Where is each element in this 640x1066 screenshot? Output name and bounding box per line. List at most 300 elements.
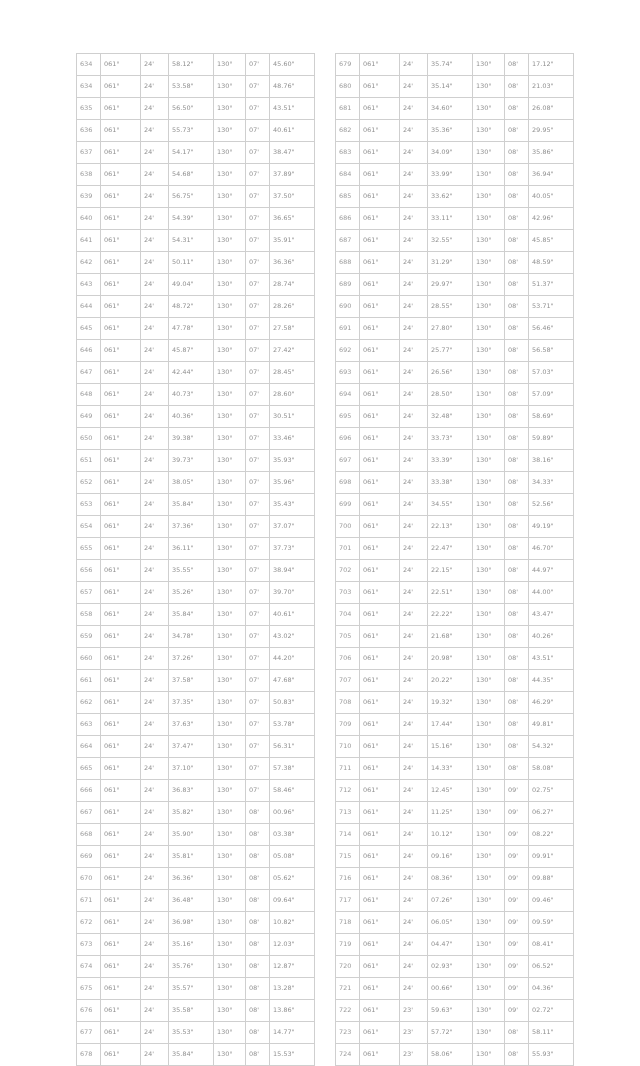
lon-degrees-cell: 130°: [473, 824, 505, 846]
lon-minutes-cell: 08': [246, 890, 270, 912]
lat-minutes-cell: 24': [400, 494, 428, 516]
table-row: [77, 472, 315, 494]
lon-minutes-cell: 07': [246, 626, 270, 648]
point-id-cell: 638: [77, 164, 101, 186]
lon-seconds-cell: 28.74": [270, 274, 315, 296]
lon-degrees-cell: 130°: [214, 538, 246, 560]
point-id-cell: 678: [77, 1044, 101, 1066]
lat-seconds-cell: 37.26": [169, 648, 214, 670]
lat-degrees-cell: 061°: [360, 692, 400, 714]
lon-degrees-cell: 130°: [473, 472, 505, 494]
table-row: [77, 406, 315, 428]
table-row: [77, 208, 315, 230]
lat-degrees-cell: 061°: [360, 1044, 400, 1066]
lon-seconds-cell: 44.20": [270, 648, 315, 670]
lat-minutes-cell: 24': [400, 736, 428, 758]
table-row: [77, 494, 315, 516]
point-id-cell: 686: [336, 208, 360, 230]
lon-seconds-cell: 44.35": [529, 670, 574, 692]
point-id-cell: 659: [77, 626, 101, 648]
point-id-cell: 705: [336, 626, 360, 648]
lat-minutes-cell: 24': [400, 208, 428, 230]
lat-degrees-cell: 061°: [360, 648, 400, 670]
lon-degrees-cell: 130°: [473, 494, 505, 516]
lat-seconds-cell: 31.29": [428, 252, 473, 274]
point-id-cell: 703: [336, 582, 360, 604]
table-row: [336, 186, 574, 208]
lat-seconds-cell: 40.36": [169, 406, 214, 428]
table-row: [77, 670, 315, 692]
lon-degrees-cell: 130°: [214, 472, 246, 494]
lon-minutes-cell: 08': [246, 978, 270, 1000]
lat-minutes-cell: 24': [141, 318, 169, 340]
lat-minutes-cell: 24': [141, 692, 169, 714]
table-row: [336, 978, 574, 1000]
lat-minutes-cell: 24': [141, 472, 169, 494]
table-row: [336, 670, 574, 692]
lon-seconds-cell: 08.41": [529, 934, 574, 956]
lon-minutes-cell: 07': [246, 758, 270, 780]
lon-seconds-cell: 47.68": [270, 670, 315, 692]
lat-minutes-cell: 24': [400, 384, 428, 406]
table-row: [77, 934, 315, 956]
lat-degrees-cell: 061°: [360, 956, 400, 978]
lon-minutes-cell: 07': [246, 54, 270, 76]
lat-degrees-cell: 061°: [101, 98, 141, 120]
lon-minutes-cell: 08': [505, 626, 529, 648]
lon-seconds-cell: 38.47": [270, 142, 315, 164]
point-id-cell: 670: [77, 868, 101, 890]
lat-seconds-cell: 27.80": [428, 318, 473, 340]
lat-minutes-cell: 24': [400, 76, 428, 98]
lon-minutes-cell: 07': [246, 472, 270, 494]
lat-minutes-cell: 24': [141, 1022, 169, 1044]
point-id-cell: 643: [77, 274, 101, 296]
lat-minutes-cell: 24': [141, 978, 169, 1000]
lon-seconds-cell: 43.51": [270, 98, 315, 120]
lon-degrees-cell: 130°: [214, 736, 246, 758]
lat-degrees-cell: 061°: [101, 1000, 141, 1022]
lon-seconds-cell: 46.70": [529, 538, 574, 560]
point-id-cell: 723: [336, 1022, 360, 1044]
lat-minutes-cell: 24': [400, 516, 428, 538]
table-row: [77, 890, 315, 912]
lon-degrees-cell: 130°: [214, 186, 246, 208]
lon-seconds-cell: 48.76": [270, 76, 315, 98]
lon-degrees-cell: 130°: [473, 846, 505, 868]
lat-degrees-cell: 061°: [101, 1022, 141, 1044]
point-id-cell: 672: [77, 912, 101, 934]
lat-degrees-cell: 061°: [101, 912, 141, 934]
lat-seconds-cell: 12.45": [428, 780, 473, 802]
lat-minutes-cell: 24': [400, 780, 428, 802]
lat-minutes-cell: 24': [400, 846, 428, 868]
lon-minutes-cell: 07': [246, 230, 270, 252]
lat-seconds-cell: 36.83": [169, 780, 214, 802]
point-id-cell: 677: [77, 1022, 101, 1044]
lon-minutes-cell: 08': [505, 450, 529, 472]
table-row: [336, 1000, 574, 1022]
lat-degrees-cell: 061°: [360, 164, 400, 186]
lat-seconds-cell: 33.62": [428, 186, 473, 208]
lon-degrees-cell: 130°: [214, 340, 246, 362]
point-id-cell: 654: [77, 516, 101, 538]
lat-seconds-cell: 11.25": [428, 802, 473, 824]
lat-seconds-cell: 26.56": [428, 362, 473, 384]
lat-degrees-cell: 061°: [101, 428, 141, 450]
lat-seconds-cell: 54.39": [169, 208, 214, 230]
lat-seconds-cell: 42.44": [169, 362, 214, 384]
table-row: [77, 120, 315, 142]
lon-degrees-cell: 130°: [214, 406, 246, 428]
table-row: [77, 626, 315, 648]
lon-minutes-cell: 08': [505, 692, 529, 714]
lon-seconds-cell: 10.82": [270, 912, 315, 934]
lon-minutes-cell: 08': [505, 670, 529, 692]
table-row: [77, 582, 315, 604]
lat-seconds-cell: 08.36": [428, 868, 473, 890]
point-id-cell: 680: [336, 76, 360, 98]
point-id-cell: 647: [77, 362, 101, 384]
table-row: [336, 802, 574, 824]
lat-minutes-cell: 24': [400, 802, 428, 824]
lat-minutes-cell: 24': [141, 802, 169, 824]
lat-seconds-cell: 09.16": [428, 846, 473, 868]
lat-minutes-cell: 24': [141, 98, 169, 120]
lat-seconds-cell: 35.53": [169, 1022, 214, 1044]
lat-seconds-cell: 48.72": [169, 296, 214, 318]
lat-minutes-cell: 24': [141, 1044, 169, 1066]
lon-seconds-cell: 58.46": [270, 780, 315, 802]
table-row: [77, 340, 315, 362]
lat-seconds-cell: 45.87": [169, 340, 214, 362]
point-id-cell: 693: [336, 362, 360, 384]
lat-seconds-cell: 35.81": [169, 846, 214, 868]
lon-minutes-cell: 07': [246, 670, 270, 692]
lat-degrees-cell: 061°: [360, 76, 400, 98]
lat-seconds-cell: 35.84": [169, 494, 214, 516]
point-id-cell: 669: [77, 846, 101, 868]
lon-minutes-cell: 07': [246, 274, 270, 296]
lon-seconds-cell: 42.96": [529, 208, 574, 230]
lon-degrees-cell: 130°: [214, 670, 246, 692]
table-row: [77, 230, 315, 252]
lon-minutes-cell: 07': [246, 252, 270, 274]
lon-minutes-cell: 08': [505, 604, 529, 626]
lat-minutes-cell: 24': [400, 582, 428, 604]
lon-minutes-cell: 07': [246, 98, 270, 120]
lon-degrees-cell: 130°: [473, 802, 505, 824]
lat-degrees-cell: 061°: [360, 318, 400, 340]
lon-minutes-cell: 08': [505, 98, 529, 120]
table-row: [77, 252, 315, 274]
table-row: [77, 76, 315, 98]
lon-seconds-cell: 09.91": [529, 846, 574, 868]
lon-degrees-cell: 130°: [473, 274, 505, 296]
lon-degrees-cell: 130°: [473, 692, 505, 714]
lat-degrees-cell: 061°: [360, 714, 400, 736]
lon-degrees-cell: 130°: [214, 362, 246, 384]
lon-seconds-cell: 02.72": [529, 1000, 574, 1022]
lat-seconds-cell: 58.06": [428, 1044, 473, 1066]
lat-degrees-cell: 061°: [360, 824, 400, 846]
point-id-cell: 661: [77, 670, 101, 692]
lon-seconds-cell: 38.94": [270, 560, 315, 582]
point-id-cell: 724: [336, 1044, 360, 1066]
lat-seconds-cell: 36.48": [169, 890, 214, 912]
lon-minutes-cell: 08': [505, 208, 529, 230]
lon-seconds-cell: 59.89": [529, 428, 574, 450]
point-id-cell: 722: [336, 1000, 360, 1022]
lon-seconds-cell: 34.33": [529, 472, 574, 494]
table-row: [336, 692, 574, 714]
point-id-cell: 660: [77, 648, 101, 670]
table-row: [336, 582, 574, 604]
lat-minutes-cell: 24': [141, 186, 169, 208]
lat-minutes-cell: 24': [400, 648, 428, 670]
table-row: [336, 120, 574, 142]
lon-minutes-cell: 08': [505, 1022, 529, 1044]
lon-seconds-cell: 55.93": [529, 1044, 574, 1066]
table-row: [336, 648, 574, 670]
table-row: [77, 978, 315, 1000]
lat-seconds-cell: 34.60": [428, 98, 473, 120]
table-row: [336, 604, 574, 626]
lat-minutes-cell: 24': [400, 692, 428, 714]
lon-degrees-cell: 130°: [473, 164, 505, 186]
lon-seconds-cell: 38.16": [529, 450, 574, 472]
lat-seconds-cell: 37.63": [169, 714, 214, 736]
lon-degrees-cell: 130°: [473, 956, 505, 978]
lat-degrees-cell: 061°: [360, 494, 400, 516]
lat-degrees-cell: 061°: [101, 978, 141, 1000]
lon-degrees-cell: 130°: [473, 626, 505, 648]
lat-degrees-cell: 061°: [101, 956, 141, 978]
point-id-cell: 701: [336, 538, 360, 560]
lon-degrees-cell: 130°: [214, 692, 246, 714]
lat-seconds-cell: 33.11": [428, 208, 473, 230]
lat-degrees-cell: 061°: [101, 318, 141, 340]
lat-degrees-cell: 061°: [101, 406, 141, 428]
lat-seconds-cell: 02.93": [428, 956, 473, 978]
lat-minutes-cell: 24': [141, 54, 169, 76]
lat-seconds-cell: 36.11": [169, 538, 214, 560]
lon-degrees-cell: 130°: [473, 428, 505, 450]
lon-degrees-cell: 130°: [214, 714, 246, 736]
lat-minutes-cell: 24': [400, 340, 428, 362]
lat-seconds-cell: 35.76": [169, 956, 214, 978]
lon-minutes-cell: 09': [505, 780, 529, 802]
lon-seconds-cell: 45.60": [270, 54, 315, 76]
lat-seconds-cell: 33.38": [428, 472, 473, 494]
lat-seconds-cell: 07.26": [428, 890, 473, 912]
table-row: [77, 956, 315, 978]
lat-minutes-cell: 24': [141, 736, 169, 758]
lat-degrees-cell: 061°: [360, 802, 400, 824]
lon-degrees-cell: 130°: [473, 648, 505, 670]
lon-seconds-cell: 39.70": [270, 582, 315, 604]
lat-seconds-cell: 58.12": [169, 54, 214, 76]
lat-seconds-cell: 34.09": [428, 142, 473, 164]
lat-seconds-cell: 35.82": [169, 802, 214, 824]
lon-minutes-cell: 09': [505, 890, 529, 912]
point-id-cell: 687: [336, 230, 360, 252]
lon-degrees-cell: 130°: [473, 516, 505, 538]
point-id-cell: 707: [336, 670, 360, 692]
lat-degrees-cell: 061°: [101, 802, 141, 824]
table-row: [336, 230, 574, 252]
lon-seconds-cell: 12.03": [270, 934, 315, 956]
lat-minutes-cell: 24': [141, 758, 169, 780]
point-id-cell: 656: [77, 560, 101, 582]
lon-seconds-cell: 36.94": [529, 164, 574, 186]
lon-seconds-cell: 09.64": [270, 890, 315, 912]
table-row: [336, 274, 574, 296]
lon-minutes-cell: 08': [505, 648, 529, 670]
point-id-cell: 708: [336, 692, 360, 714]
table-row: [77, 164, 315, 186]
point-id-cell: 720: [336, 956, 360, 978]
lon-minutes-cell: 08': [505, 736, 529, 758]
lon-minutes-cell: 07': [246, 714, 270, 736]
point-id-cell: 684: [336, 164, 360, 186]
lon-seconds-cell: 04.36": [529, 978, 574, 1000]
lat-seconds-cell: 29.97": [428, 274, 473, 296]
lat-minutes-cell: 24': [141, 296, 169, 318]
lat-minutes-cell: 24': [141, 142, 169, 164]
lon-degrees-cell: 130°: [214, 208, 246, 230]
lat-degrees-cell: 061°: [101, 208, 141, 230]
lat-seconds-cell: 56.75": [169, 186, 214, 208]
lon-minutes-cell: 09': [505, 868, 529, 890]
point-id-cell: 642: [77, 252, 101, 274]
lon-degrees-cell: 130°: [473, 318, 505, 340]
point-id-cell: 715: [336, 846, 360, 868]
table-row: [336, 296, 574, 318]
lat-degrees-cell: 061°: [101, 230, 141, 252]
lon-minutes-cell: 09': [505, 978, 529, 1000]
lon-degrees-cell: 130°: [473, 538, 505, 560]
point-id-cell: 699: [336, 494, 360, 516]
lat-minutes-cell: 24': [141, 164, 169, 186]
lat-minutes-cell: 24': [141, 208, 169, 230]
table-row: [77, 1044, 315, 1066]
lat-minutes-cell: 24': [400, 626, 428, 648]
lat-seconds-cell: 21.68": [428, 626, 473, 648]
lon-seconds-cell: 40.61": [270, 120, 315, 142]
lon-minutes-cell: 07': [246, 120, 270, 142]
point-id-cell: 650: [77, 428, 101, 450]
lat-seconds-cell: 35.55": [169, 560, 214, 582]
lon-minutes-cell: 07': [246, 340, 270, 362]
lon-minutes-cell: 07': [246, 450, 270, 472]
lat-degrees-cell: 061°: [101, 758, 141, 780]
point-id-cell: 653: [77, 494, 101, 516]
lat-seconds-cell: 32.55": [428, 230, 473, 252]
lon-minutes-cell: 08': [246, 868, 270, 890]
lat-seconds-cell: 33.39": [428, 450, 473, 472]
lat-degrees-cell: 061°: [360, 362, 400, 384]
table-row: [336, 98, 574, 120]
table-row: [336, 956, 574, 978]
lat-seconds-cell: 36.36": [169, 868, 214, 890]
lat-seconds-cell: 19.32": [428, 692, 473, 714]
lat-seconds-cell: 57.72": [428, 1022, 473, 1044]
lon-degrees-cell: 130°: [214, 890, 246, 912]
lat-minutes-cell: 24': [141, 362, 169, 384]
lat-degrees-cell: 061°: [101, 186, 141, 208]
table-row: [77, 362, 315, 384]
point-id-cell: 641: [77, 230, 101, 252]
lat-seconds-cell: 59.63": [428, 1000, 473, 1022]
lat-minutes-cell: 24': [141, 120, 169, 142]
table-row: [336, 934, 574, 956]
lon-degrees-cell: 130°: [473, 934, 505, 956]
lat-minutes-cell: 24': [141, 428, 169, 450]
point-id-cell: 718: [336, 912, 360, 934]
lat-degrees-cell: 061°: [360, 934, 400, 956]
point-id-cell: 646: [77, 340, 101, 362]
lon-degrees-cell: 130°: [473, 450, 505, 472]
lat-degrees-cell: 061°: [101, 164, 141, 186]
lat-degrees-cell: 061°: [360, 406, 400, 428]
point-id-cell: 671: [77, 890, 101, 912]
lon-minutes-cell: 08': [246, 802, 270, 824]
point-id-cell: 716: [336, 868, 360, 890]
lat-degrees-cell: 061°: [360, 120, 400, 142]
lat-minutes-cell: 24': [141, 934, 169, 956]
lon-minutes-cell: 07': [246, 142, 270, 164]
point-id-cell: 674: [77, 956, 101, 978]
lon-minutes-cell: 08': [505, 362, 529, 384]
table-row: [77, 274, 315, 296]
lat-minutes-cell: 24': [400, 472, 428, 494]
point-id-cell: 649: [77, 406, 101, 428]
lon-seconds-cell: 46.29": [529, 692, 574, 714]
point-id-cell: 714: [336, 824, 360, 846]
lon-degrees-cell: 130°: [473, 142, 505, 164]
lon-seconds-cell: 56.58": [529, 340, 574, 362]
lat-minutes-cell: 24': [400, 428, 428, 450]
lon-seconds-cell: 35.86": [529, 142, 574, 164]
table-row: [77, 912, 315, 934]
lat-minutes-cell: 24': [141, 450, 169, 472]
table-row: [77, 538, 315, 560]
lon-minutes-cell: 09': [505, 912, 529, 934]
lat-minutes-cell: 24': [141, 560, 169, 582]
lat-minutes-cell: 24': [141, 230, 169, 252]
lat-degrees-cell: 061°: [101, 120, 141, 142]
lat-seconds-cell: 37.35": [169, 692, 214, 714]
lat-minutes-cell: 23': [400, 1044, 428, 1066]
point-id-cell: 698: [336, 472, 360, 494]
lat-degrees-cell: 061°: [101, 714, 141, 736]
lon-degrees-cell: 130°: [473, 714, 505, 736]
point-id-cell: 717: [336, 890, 360, 912]
lat-minutes-cell: 24': [400, 978, 428, 1000]
lon-minutes-cell: 07': [246, 560, 270, 582]
lat-minutes-cell: 24': [400, 274, 428, 296]
table-row: [336, 516, 574, 538]
lon-degrees-cell: 130°: [473, 560, 505, 582]
point-id-cell: 645: [77, 318, 101, 340]
lat-degrees-cell: 061°: [101, 670, 141, 692]
lon-minutes-cell: 07': [246, 780, 270, 802]
lon-minutes-cell: 09': [505, 1000, 529, 1022]
lon-degrees-cell: 130°: [214, 428, 246, 450]
coordinates-table-right: [335, 53, 574, 1066]
table-row: [336, 494, 574, 516]
